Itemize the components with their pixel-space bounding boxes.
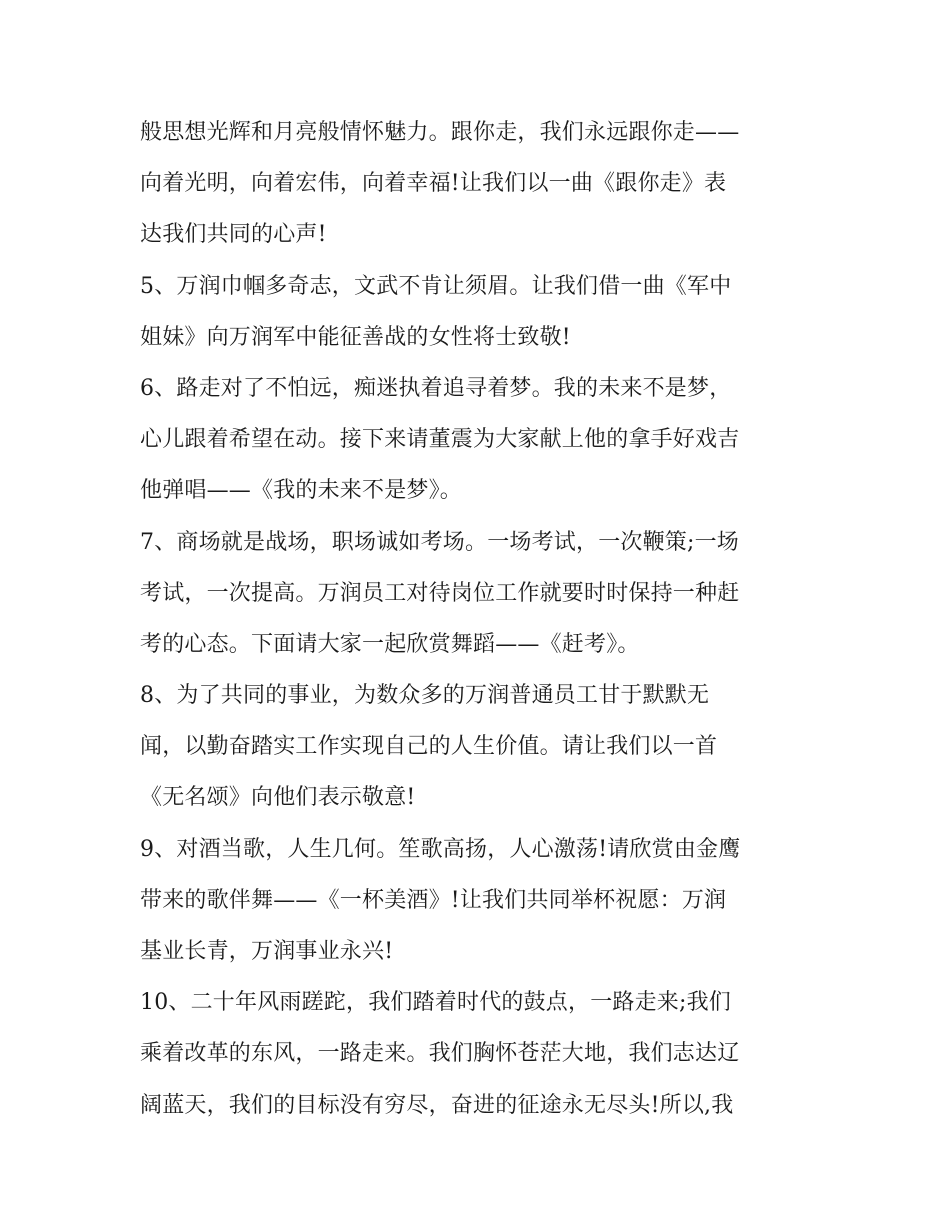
text-line: 他弹唱——《我的未来不是梦》。 — [140, 478, 463, 504]
text-line: 5、万润巾帼多奇志，文武不肯让须眉。让我们借一曲《军中 — [140, 273, 732, 299]
text-line: 心儿跟着希望在动。接下来请董震为大家献上他的拿手好戏吉 — [140, 427, 740, 453]
text-line: 考的心态。下面请大家一起欣赏舞蹈——《赶考》。 — [140, 631, 640, 657]
text-line: 闻，以勤奋踏实工作实现自己的人生价值。请让我们以一首 — [140, 734, 718, 760]
text-line: 7、商场就是战场，职场诚如考场。一场考试，一次鞭策;一场 — [140, 529, 740, 555]
text-line: 姐妹》向万润军中能征善战的女性将士致敬! — [140, 324, 571, 350]
text-line: 向着光明，向着宏伟，向着幸福!让我们以一曲《跟你走》表 — [140, 171, 727, 197]
text-line: 6、路走对了不怕远，痴迷执着追寻着梦。我的未来不是梦， — [140, 375, 732, 401]
text-line: 10、二十年风雨蹉跎，我们踏着时代的鼓点，一路走来;我们 — [140, 990, 732, 1016]
text-line: 般思想光辉和月亮般情怀魅力。跟你走，我们永远跟你走—— — [140, 120, 740, 145]
text-line: 9、对酒当歌，人生几何。笙歌高扬，人心激荡!请欣赏由金鹰 — [140, 836, 741, 862]
text-line: 乘着改革的东风，一路走来。我们胸怀苍茫大地，我们志达辽 — [140, 1041, 740, 1067]
text-line: 带来的歌伴舞——《一杯美酒》!让我们共同举杯祝愿：万润 — [140, 887, 727, 913]
text-line: 基业长青，万润事业永兴! — [140, 939, 394, 964]
document-body — [140, 107, 830, 1131]
text-line: 达我们共同的心声! — [140, 222, 327, 248]
text-line: 《无名颂》向他们表示敬意! — [140, 785, 416, 811]
text-line: 考试，一次提高。万润员工对待岗位工作就要时时保持一种赶 — [140, 580, 740, 606]
text-line: 8、为了共同的事业，为数众多的万润普通员工甘于默默无 — [140, 683, 710, 709]
text-line: 阔蓝天，我们的目标没有穷尽，奋进的征途永无尽头!所以,我 — [140, 1092, 734, 1118]
